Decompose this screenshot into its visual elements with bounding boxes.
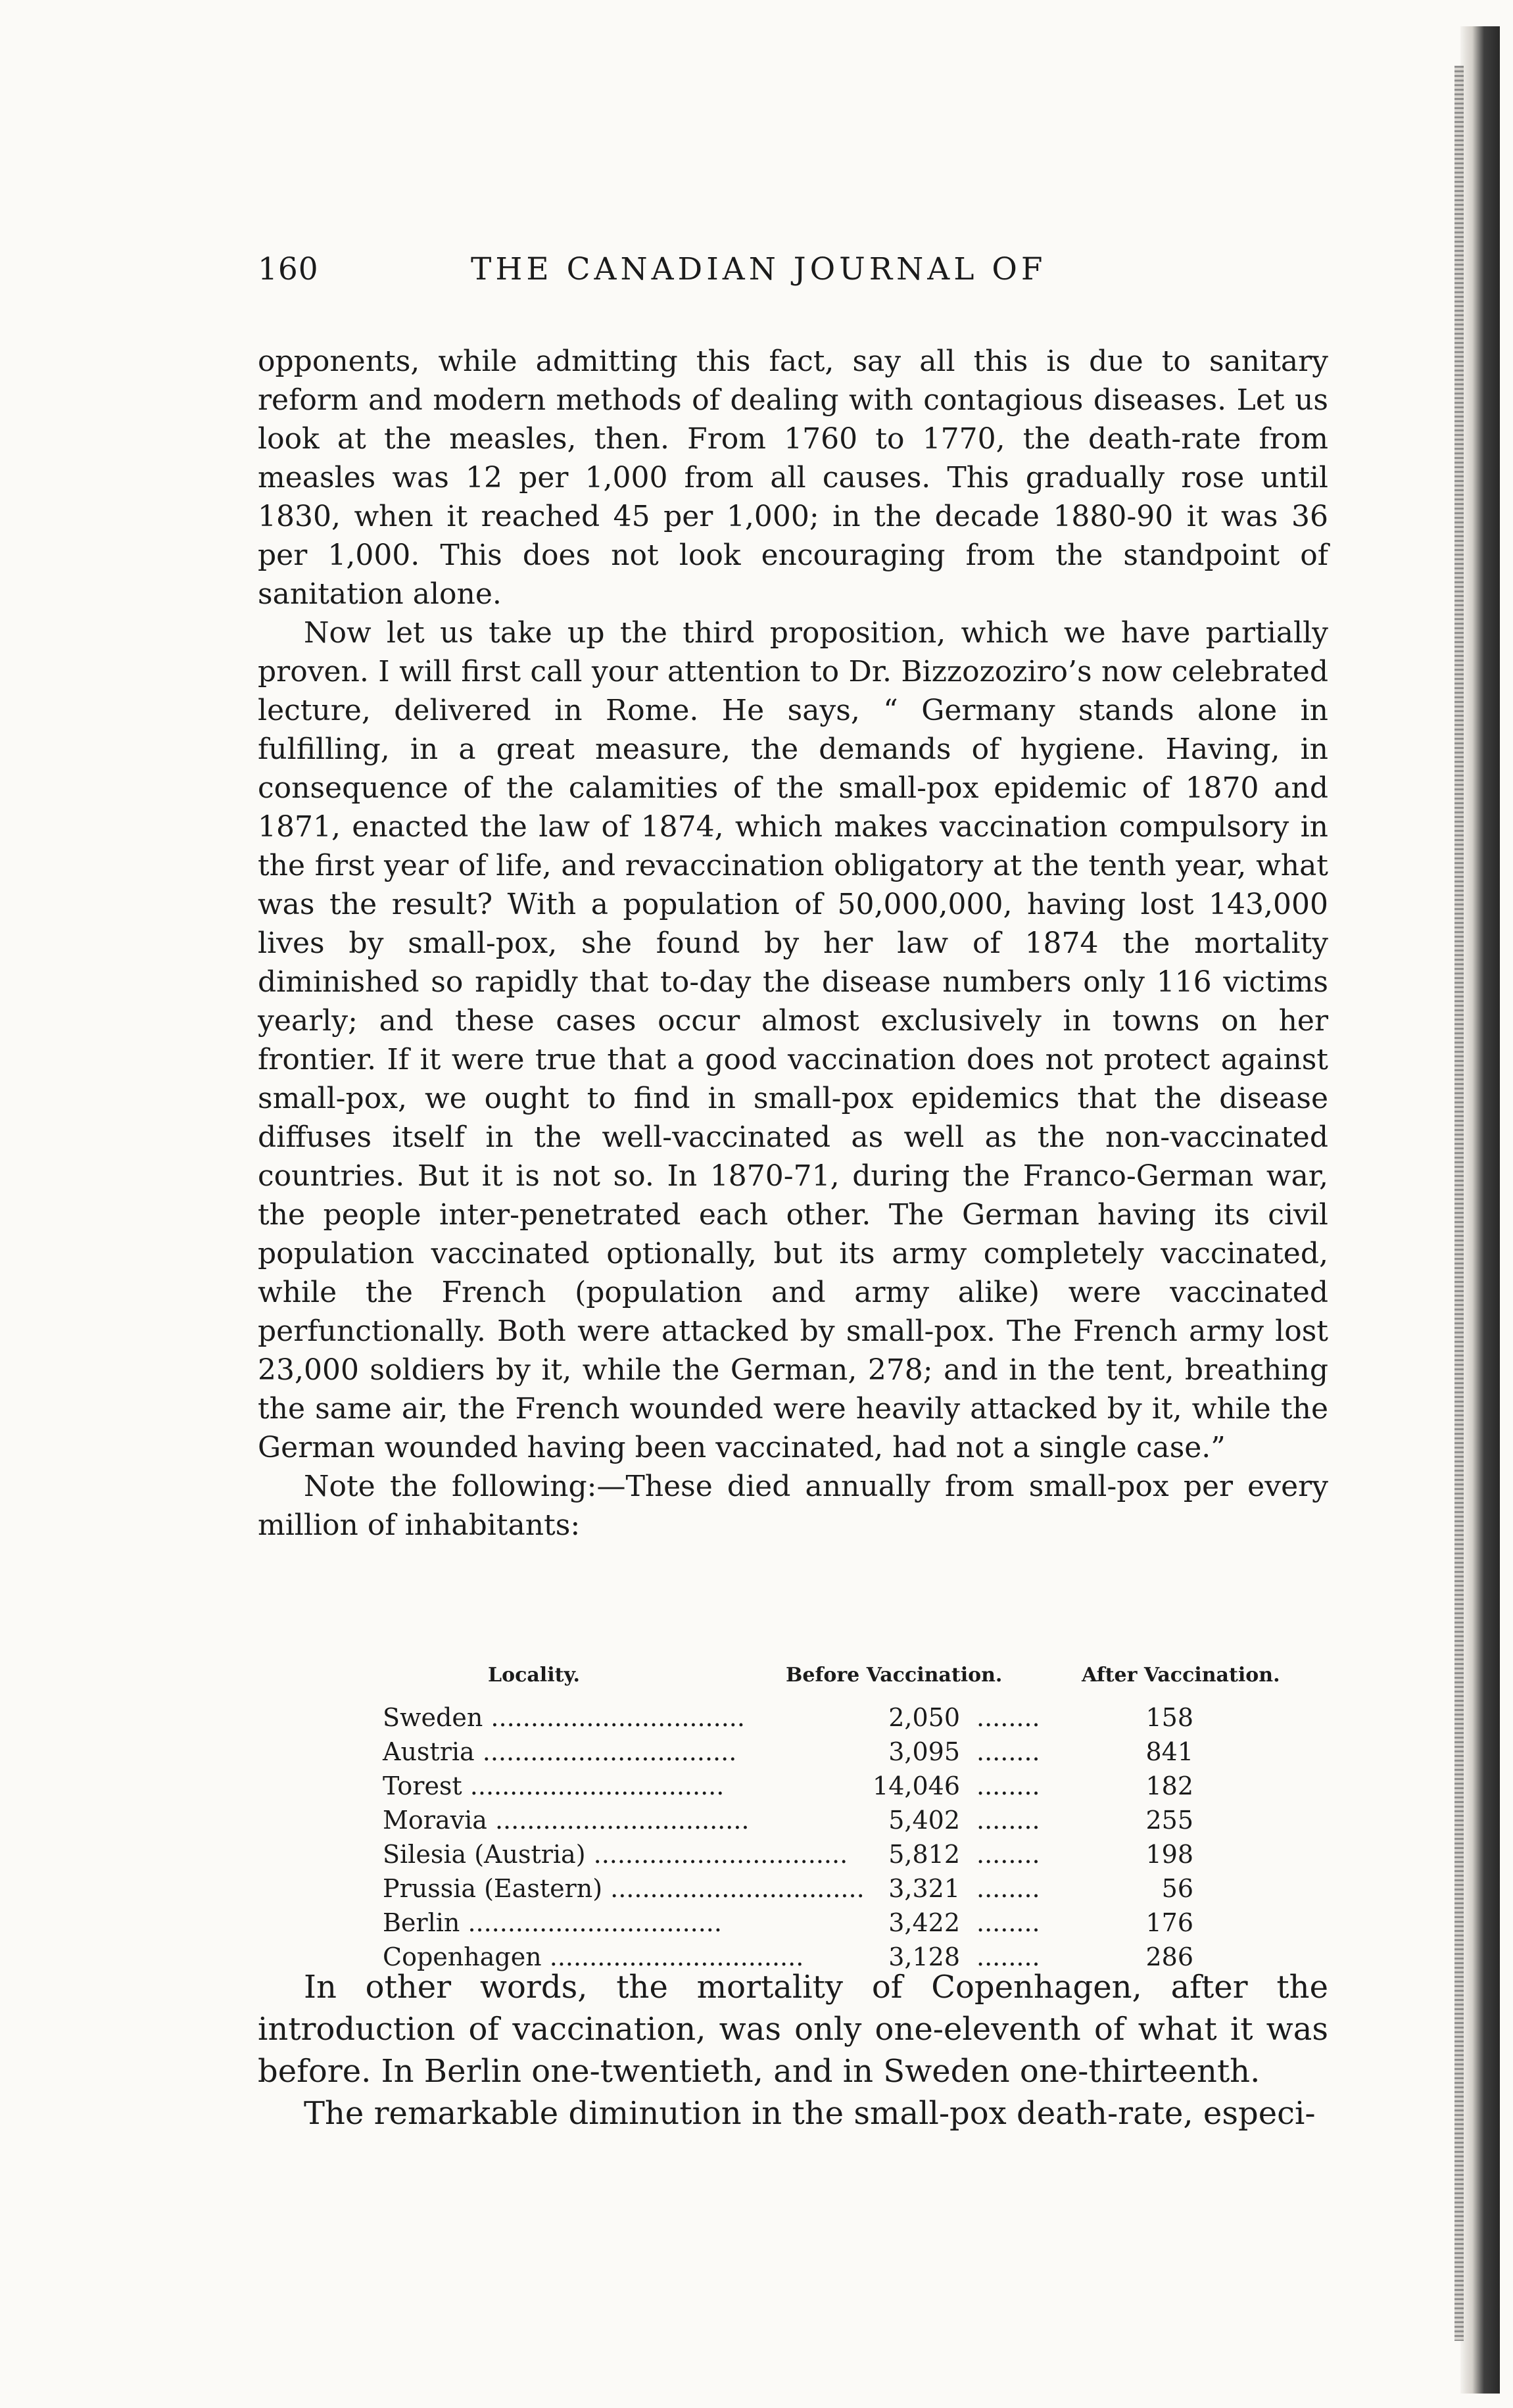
before-cell: 3,422 (888, 1908, 960, 1937)
header-locality: Locality. (488, 1664, 580, 1687)
mortality-table (256, 1664, 1322, 1974)
after-cell: 182 (1145, 1771, 1193, 1800)
before-cell: 14,046 (873, 1771, 960, 1800)
after-cell: 255 (1145, 1806, 1193, 1835)
locality-cell: Silesia (Austria) ................................ (383, 1840, 848, 1869)
table-header-row (256, 1664, 1322, 1700)
leader-dots: ........ (976, 1942, 1040, 1971)
header-after-vaccination: After Vaccination. (1082, 1664, 1280, 1687)
before-cell: 3,321 (888, 1874, 960, 1903)
paragraph-remarkable-diminution: The remarkable diminution in the small-pox death-rate, especi- (304, 2095, 1316, 2132)
table-row (256, 1837, 1322, 1871)
after-cell: 158 (1145, 1703, 1193, 1732)
table-row (256, 1803, 1322, 1837)
locality-cell: Sweden ................................ (383, 1703, 745, 1732)
table-row (256, 1906, 1322, 1940)
leader-dots: ........ (976, 1840, 1040, 1869)
table-row (256, 1700, 1322, 1735)
leader-dots: ........ (976, 1874, 1040, 1903)
after-cell: 56 (1161, 1874, 1193, 1903)
leader-dots: ........ (976, 1703, 1040, 1732)
locality-cell: Prussia (Eastern) ................................ (383, 1874, 865, 1903)
before-cell: 3,128 (888, 1942, 960, 1971)
before-cell: 2,050 (888, 1703, 960, 1732)
running-title: THE CANADIAN JOURNAL OF (471, 251, 1047, 287)
table-row (256, 1735, 1322, 1769)
header-before-vaccination: Before Vaccination. (786, 1664, 1003, 1687)
after-cell: 286 (1145, 1942, 1193, 1971)
page-number: 160 (258, 251, 319, 287)
page-edge-shadow (1460, 26, 1500, 2394)
page-binding-edge (1454, 66, 1464, 2341)
body-text (258, 342, 1328, 1545)
after-cell: 198 (1145, 1840, 1193, 1869)
leader-dots: ........ (976, 1771, 1040, 1800)
locality-cell: Berlin ................................ (383, 1908, 722, 1937)
table-row (256, 1769, 1322, 1803)
leader-dots: ........ (976, 1908, 1040, 1937)
locality-cell: Copenhagen ................................ (383, 1942, 804, 1971)
table-row (256, 1871, 1322, 1906)
closing-text (258, 1966, 1328, 2134)
leader-dots: ........ (976, 1806, 1040, 1835)
after-cell: 841 (1145, 1737, 1193, 1766)
before-cell: 3,095 (888, 1737, 960, 1766)
leader-dots: ........ (976, 1737, 1040, 1766)
before-cell: 5,812 (888, 1840, 960, 1869)
paragraph-third-proposition: Now let us take up the third proposition, which we have partially proven. I will first call your attention to Dr. Bizzozoziro’s now celebrated lecture, delivered in Rome. He says, “ Germany stands alone in fulfilling, in a great measure, the demands of hygiene. Having, in consequence of the calamities of the small-pox epidemic of 1870 and 1871, enacted the law of 1874, which makes vaccination compulsory in the first year of life, and revaccination obligatory at the tenth year, what was the result? With a population of 50,000,000, having lost 143,000 lives by small-pox, she found by her law of 1874 the mortality diminished so rapidly that to-day the disease numbers only 116 victims yearly; and these cases occur almost exclusively in towns on her frontier. If it were true that a good vaccination does not protect against small-pox, we ought to find in small-pox epidemics that the disease diffuses itself in the well-vaccinated as well as the non-vaccinated countries. But it is not so. In 1870-71, during the Franco-German war, the people inter-penetrated each other. The German having its civil population vaccinated optionally, but its army completely vaccinated, while the French (population and army alike) were vaccinated perfunctionally. Both were attacked by small-pox. The French army lost 23,000 soldiers by it, while the German, 278; and in the tent, breathing the same air, the French wounded were heavily attacked by it, while the German wounded having been vaccinated, had not a single case.” (258, 616, 1328, 1464)
paragraph-continued: opponents, while admitting this fact, say all this is due to sanitary reform and modern methods of dealing with contagious diseases. Let us look at the measles, then. From 1760 to 1770, the death-rate from measles was 12 per 1,000 from all causes. This gradually rose until 1830, when it reached 45 per 1,000; in the decade 1880-90 it was 36 per 1,000. This does not look encouraging from the standpoint of sanitation alone. (258, 345, 1328, 611)
paragraph-note-following: Note the following:—These died annually from small-pox per every million of inhabitants: (258, 1470, 1328, 1542)
before-cell: 5,402 (888, 1806, 960, 1835)
paragraph-in-other-words: In other words, the mortality of Copenhagen, after the introduction of vaccination, was only one-eleventh of what it was before. In Berlin one-twentieth, and in Sweden one-thirteenth. (258, 1969, 1328, 2090)
locality-cell: Austria ................................ (383, 1737, 737, 1766)
locality-cell: Torest ................................ (383, 1771, 725, 1800)
page-header (258, 251, 1113, 297)
locality-cell: Moravia ................................ (383, 1806, 750, 1835)
after-cell: 176 (1145, 1908, 1193, 1937)
